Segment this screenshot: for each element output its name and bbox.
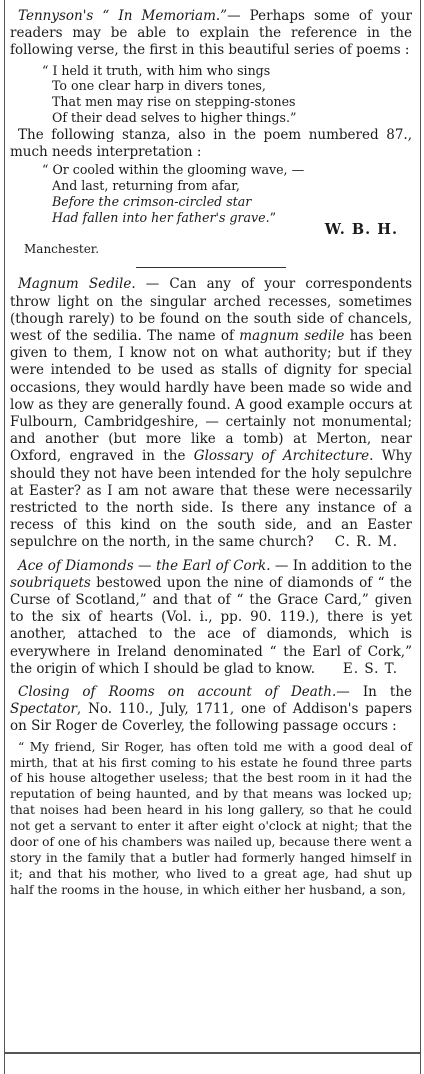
magnum-sedile-text-2: has been given to them, I know not on what authority; but if they were intended to be used as stalls of dignity for special occasions, they would hardly have been made so wide and low as they are generally found. A good example occurs at Fulbourn, Cambridgeshire, — certainly not monumental; and another (but more like a tomb) at Merton, near Oxford, engraved in the: [10, 328, 412, 465]
left-column-rule: [4, 0, 5, 1074]
tennyson-verse-2: [42, 162, 412, 225]
bottom-rule: [4, 1052, 421, 1054]
tennyson-place: Manchester.: [24, 242, 100, 257]
magnum-sedile-text-3: . Why should they not have been intended for the holy sepulchre at Easter? as I am not aware that these were necessarily restricted to the north side. Is there any instance of a recess of this kind on the south side, and an Easter sepulchre on the north, in the same church?: [10, 448, 412, 551]
magnum-sedile-text-1: — Can any of your correspondents throw light on the singular arched recesses, sometimes (though rarely) to be found on the south side of chancels, west of the sedilia. The name of: [10, 276, 412, 344]
tennyson-query-intro: [10, 8, 412, 60]
page-column: [10, 8, 412, 899]
verse-line: Of their dead selves to higher things.”: [52, 110, 297, 125]
ace-of-diamonds-term: soubriquets: [10, 574, 91, 591]
tennyson-query-text: — Perhaps some of your readers may be able to explain the reference in the following verse, the first in this beautiful series of poems :: [10, 8, 412, 59]
ace-of-diamonds-query: [10, 558, 412, 678]
verse-line: “ I held it truth, with him who sings: [42, 62, 271, 78]
closing-rooms-query: [10, 684, 412, 736]
closing-rooms-text-1: — In the: [336, 684, 412, 701]
ace-of-diamonds-signature: E. S. T.: [342, 660, 398, 677]
right-column-rule: [420, 0, 421, 1074]
verse-line: Before the crimson-circled star: [52, 193, 252, 209]
magnum-sedile-term: magnum sedile: [239, 328, 345, 344]
closing-rooms-text-2: , No. 110., July, 1711, one of Addison's papers on Sir Roger de Coverley, the following passage occurs :: [10, 701, 412, 735]
magnum-sedile-title: Magnum Sedile.: [18, 276, 136, 293]
tennyson-query-title: Tennyson's “ In Memoriam.”: [18, 8, 228, 24]
verse-line: And last, returning from afar,: [52, 178, 240, 193]
ace-of-diamonds-title: Ace of Diamonds — the Earl of Cork.: [18, 557, 271, 574]
tennyson-signature: W. B. H.: [324, 221, 398, 239]
closing-rooms-quotation: “ My friend, Sir Roger, has often told me with a good deal of mirth, that at his first coming to his estate he found three parts of his house altogether useless; that the best room in it had the reputation of being haunted, and by that means was locked up; that noises had been heard in his long gallery, so that he could not get a servant to enter it after eight o'clock at night; that the door of one of his chambers was nailed up, because there went a story in the family that a butler had formerly hanged himself in it; and that his mother, who lived to a great age, had shut up half the rooms in the house, in which either her husband, a son,: [10, 739, 412, 897]
tennyson-followup: The following stanza, also in the poem numbered 87., much needs interpretation :: [10, 126, 412, 160]
ace-of-diamonds-text-1: — In addition to the: [270, 557, 412, 574]
verse-line-italic: Had fallen into her father's grave.: [52, 209, 270, 225]
verse-line: To one clear harp in divers tones,: [52, 78, 266, 94]
closing-rooms-journal: Spectator: [10, 701, 77, 718]
verse-line: “ Or cooled within the glooming wave, —: [42, 162, 305, 178]
separator-rule: [136, 267, 286, 268]
magnum-sedile-book: Glossary of Architecture: [193, 448, 370, 465]
magnum-sedile-query: [10, 276, 412, 551]
verse-line: That men may rise on stepping-stones: [52, 94, 296, 110]
magnum-sedile-signature: C. R. M.: [334, 534, 398, 551]
verse-close-quote: ”: [269, 209, 277, 225]
closing-rooms-title: Closing of Rooms on account of Death.: [18, 684, 337, 701]
ace-of-diamonds-text-2: bestowed upon the nine of diamonds of “ the Curse of Scotland,” and that of “ the Grace Card,” given to the six of hearts (Vol. i., pp. 90. 119.), there is yet another, attached to the ace of diamonds, which is everywhere in Ireland denominated “ the Earl of Cork,” the origin of which I should be glad to know.: [10, 574, 412, 677]
tennyson-verse-1: [42, 63, 412, 126]
